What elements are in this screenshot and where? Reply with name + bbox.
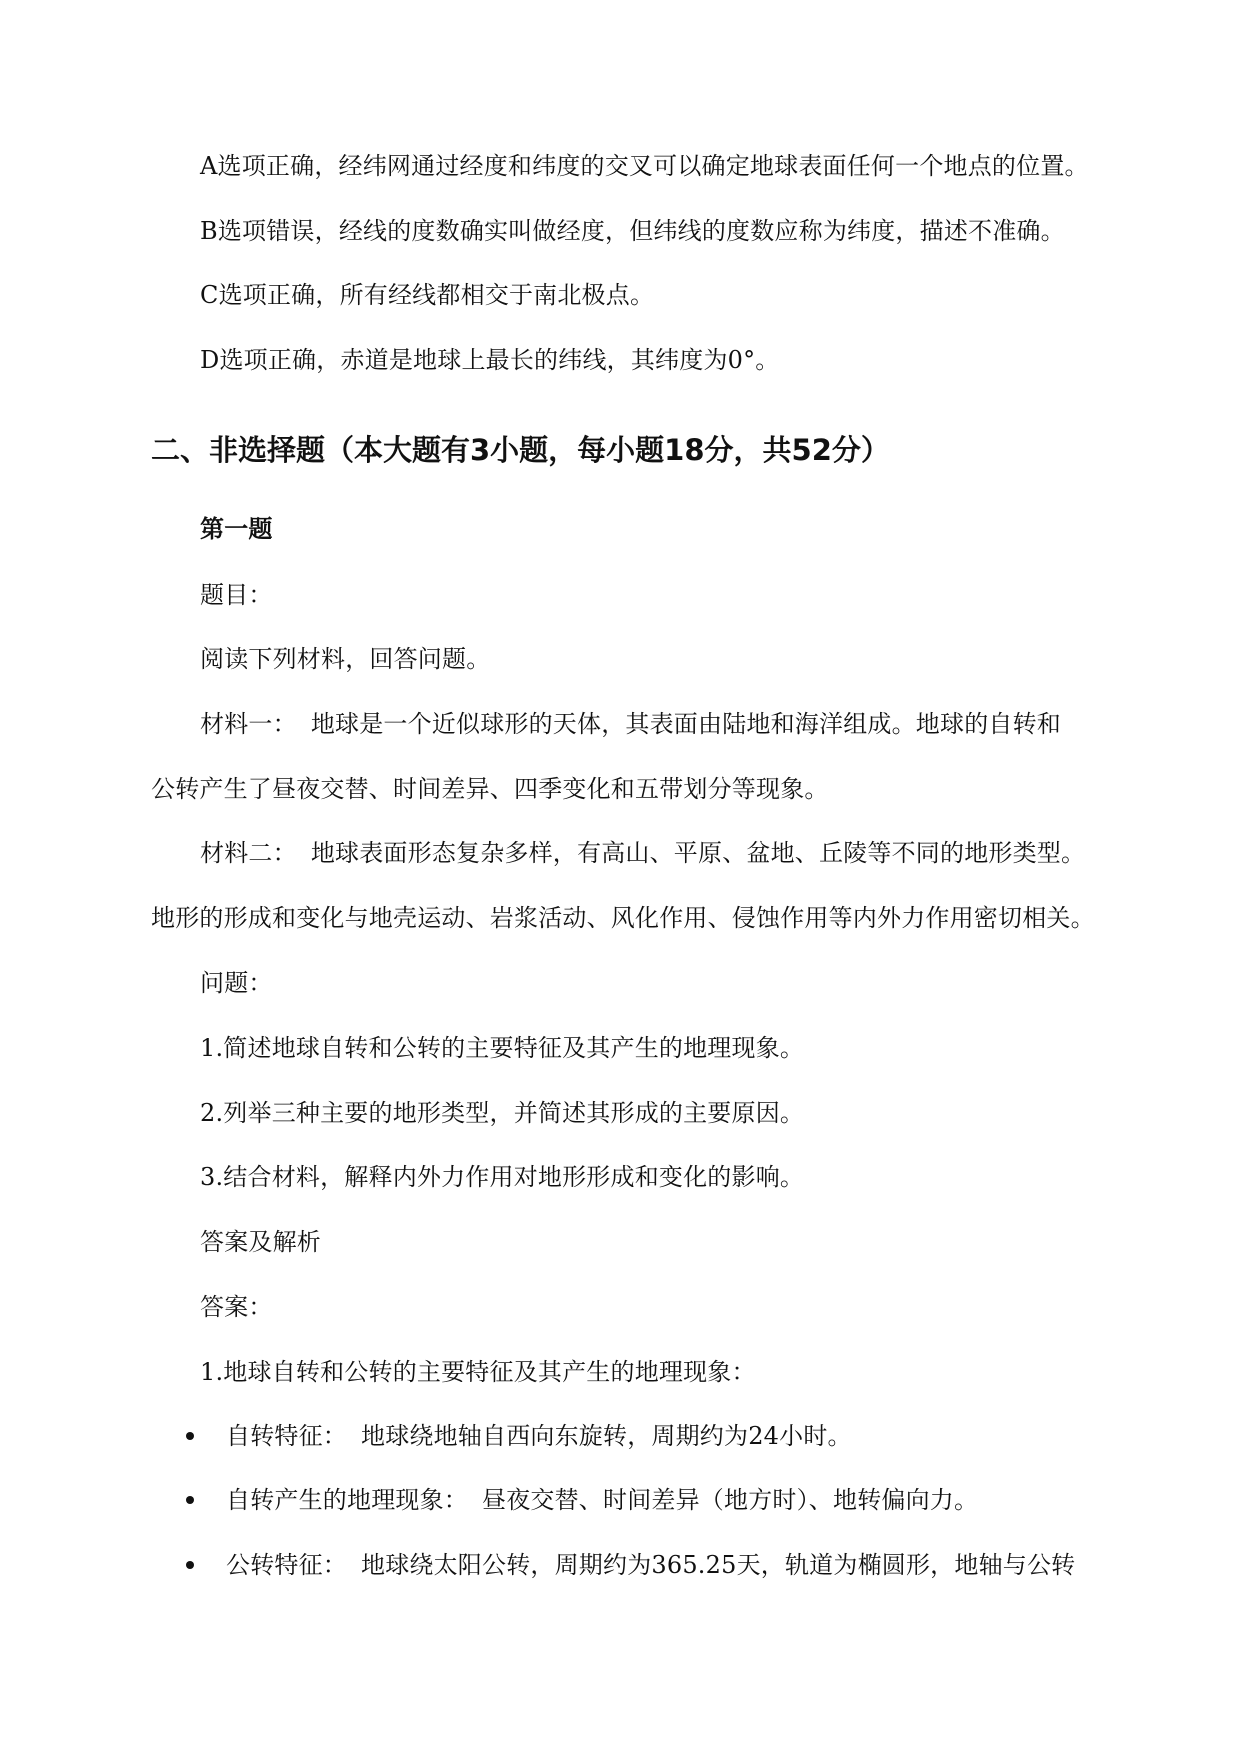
- material-two-text: 地球表面形态复杂多样，有高山、平原、盆地、丘陵等不同的地形类型。: [310, 839, 1086, 867]
- material-two-label: 材料二：: [200, 839, 297, 867]
- bullet-dot-icon: [186, 1496, 194, 1504]
- bullet-label: 自转产生的地理现象：: [226, 1486, 468, 1514]
- bullet-dot-icon: [186, 1432, 194, 1440]
- question-item: 3.结合材料，解释内外力作用对地形形成和变化的影响。: [200, 1163, 805, 1191]
- intro-text: 阅读下列材料，回答问题。: [200, 645, 491, 673]
- answer-one-title: 1.地球自转和公转的主要特征及其产生的地理现象：: [200, 1358, 756, 1386]
- option-b-analysis: B选项错误，经线的度数确实叫做经度，但纬线的度数应称为纬度，描述不准确。: [200, 217, 1065, 245]
- question-item: 2.列举三种主要的地形类型，并简述其形成的主要原因。: [200, 1099, 805, 1127]
- material-two: [200, 838, 1085, 868]
- bullet-label: 自转特征：: [226, 1422, 347, 1450]
- material-one: [200, 709, 1061, 739]
- question-item: 1.简述地球自转和公转的主要特征及其产生的地理现象。: [200, 1034, 805, 1062]
- answer-heading: 答案及解析: [200, 1228, 321, 1256]
- bullet-text: 地球绕地轴自西向东旋转，周期约为24小时。: [361, 1422, 852, 1450]
- answer-label: 答案：: [200, 1293, 273, 1321]
- option-d-analysis: D选项正确，赤道是地球上最长的纬线，其纬度为0°。: [200, 346, 780, 374]
- material-two-continuation: 地形的形成和变化与地壳运动、岩浆活动、风化作用、侵蚀作用等内外力作用密切相关。: [151, 904, 1095, 932]
- material-one-text: 地球是一个近似球形的天体，其表面由陆地和海洋组成。地球的自转和: [310, 710, 1062, 738]
- prompt-label: 题目：: [200, 581, 273, 609]
- question-title: 第一题: [200, 515, 273, 543]
- bullet-label: 公转特征：: [226, 1551, 347, 1579]
- material-one-label: 材料一：: [200, 710, 297, 738]
- bullet-text: 昼夜交替、时间差异（地方时）、地转偏向力。: [482, 1486, 979, 1514]
- bullet-dot-icon: [186, 1561, 194, 1569]
- option-c-analysis: C选项正确，所有经线都相交于南北极点。: [200, 281, 655, 309]
- questions-label: 问题：: [200, 969, 273, 997]
- bullet-item: [226, 1485, 978, 1515]
- material-one-continuation: 公转产生了昼夜交替、时间差异、四季变化和五带划分等现象。: [151, 775, 829, 803]
- bullet-text: 地球绕太阳公转，周期约为365.25天，轨道为椭圆形，地轴与公转: [361, 1551, 1076, 1579]
- bullet-item: [226, 1421, 852, 1451]
- option-a-analysis: A选项正确，经纬网通过经度和纬度的交叉可以确定地球表面任何一个地点的位置。: [200, 152, 1089, 180]
- bullet-item: [226, 1550, 1075, 1580]
- section-heading: 二、非选择题（本大题有3小题，每小题18分，共52分）: [151, 433, 890, 467]
